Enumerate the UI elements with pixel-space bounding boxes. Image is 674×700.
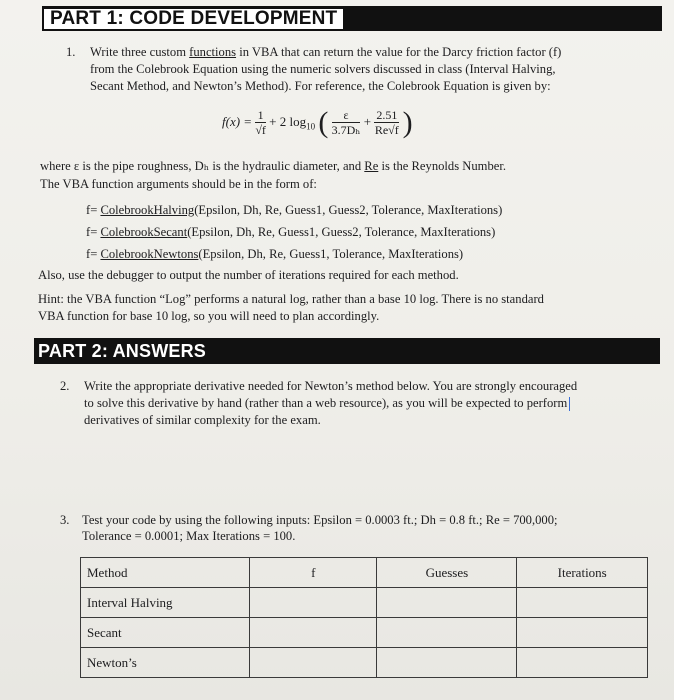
results-table — [80, 557, 648, 678]
table-cell[interactable] — [517, 648, 648, 678]
sig2-function-name: ColebrookSecant — [100, 225, 188, 239]
part1-banner — [42, 6, 662, 31]
q1-functions-link: functions — [189, 45, 237, 59]
row-method-newtons: Newton’s — [81, 648, 250, 678]
part2-banner — [34, 338, 660, 364]
q1-hint-line1: Hint: the VBA function “Log” performs a natural log, rather than a base 10 log. There is no standard — [38, 292, 544, 306]
sig2-arguments: (Epsilon, Dh, Re, Guess1, Guess2, Tolerance, MaxIterations) — [187, 225, 496, 239]
q1-line3: Secant Method, and Newton’s Method). For reference, the Colebrook Equation is given by: — [90, 79, 551, 93]
q3-number: 3. — [60, 513, 70, 527]
sig1-prefix: f= — [86, 203, 101, 217]
table-cell[interactable] — [377, 588, 517, 618]
q1-line1-pre: Write three custom — [90, 45, 190, 59]
sig3-prefix: f= — [86, 247, 101, 261]
formula-paren-open: ( — [318, 106, 329, 139]
sig2-prefix: f= — [86, 225, 101, 239]
sig3-arguments: (Epsilon, Dh, Re, Guess1, Tolerance, MaxIterations) — [198, 247, 464, 261]
colebrook-formula — [222, 108, 462, 152]
header-guesses: Guesses — [377, 558, 517, 588]
formula-eps: ε — [332, 108, 361, 123]
sig3-function-name: ColebrookNewtons — [100, 247, 199, 261]
q1-hint-line2: VBA function for base 10 log, so you will need to plan accordingly. — [38, 309, 380, 323]
table-cell[interactable] — [250, 618, 377, 648]
q1-where-text: where ε is the pipe roughness, Dₕ is the hydraulic diameter, and — [40, 159, 365, 173]
signature-halving — [86, 202, 502, 218]
table-cell[interactable] — [250, 648, 377, 678]
header-f: f — [250, 558, 377, 588]
q1-number: 1. — [66, 45, 76, 59]
q2-line1: Write the appropriate derivative needed for Newton’s method below. You are strongly encouraged — [84, 379, 578, 393]
q1-line1-post: in VBA that can return the value for the Darcy friction factor (f) — [236, 45, 562, 59]
signature-newtons — [86, 246, 463, 262]
table-cell[interactable] — [250, 588, 377, 618]
formula-term1-num: 1 — [255, 108, 266, 123]
q1-line2: from the Colebrook Equation using the numeric solvers discussed in class (Interval Halving, — [90, 62, 556, 76]
table-cell[interactable] — [377, 618, 517, 648]
formula-re-num: 2.51 — [376, 108, 398, 122]
signature-secant — [86, 224, 495, 240]
formula-term1-den: √f — [255, 123, 266, 137]
sig1-function-name: ColebrookHalving — [100, 203, 195, 217]
text-cursor — [569, 397, 570, 411]
q1-where-re: Re — [364, 159, 379, 173]
q1-where — [40, 158, 506, 174]
table-cell[interactable] — [377, 648, 517, 678]
part1-banner-title: PART 1: CODE DEVELOPMENT — [42, 7, 345, 31]
formula-re-term — [374, 108, 399, 138]
header-method: Method — [81, 558, 250, 588]
table-row — [81, 588, 648, 618]
header-iterations: Iterations — [517, 558, 648, 588]
formula-log-base: 10 — [306, 121, 316, 132]
q2-line2-text: to solve this derivative by hand (rather than a web resource), as you will be expected to perform — [84, 396, 568, 410]
q1-args-intro: The VBA function arguments should be in the form of: — [40, 177, 317, 191]
sig1-arguments: (Epsilon, Dh, Re, Guess1, Guess2, Tolerance, MaxIterations) — [194, 203, 503, 217]
q3-line2: Tolerance = 0.0001; Max Iterations = 100. — [82, 529, 296, 543]
row-method-halving: Interval Halving — [81, 588, 250, 618]
formula-re-den: Re√f — [374, 123, 399, 137]
table-row — [81, 648, 648, 678]
formula-plus2: + — [363, 113, 372, 129]
formula-log: + 2 log — [269, 113, 307, 129]
table-cell[interactable] — [517, 618, 648, 648]
q2-number: 2. — [60, 379, 70, 393]
q3-line1: Test your code by using the following inputs: Epsilon = 0.0003 ft.; Dh = 0.8 ft.; Re = 700,000; — [82, 513, 558, 527]
q1-line1 — [90, 44, 561, 60]
formula-eps-den: 3.7Dₕ — [331, 123, 361, 137]
q1-debugger-note: Also, use the debugger to output the number of iterations required for each method. — [38, 268, 459, 282]
table-header-row — [81, 558, 648, 588]
formula-lhs: f(x) = — [222, 113, 253, 129]
q1-where-end: is the Reynolds Number. — [378, 159, 506, 173]
formula-term1 — [255, 108, 266, 138]
part2-banner-title: PART 2: ANSWERS — [38, 341, 207, 361]
q2-line3: derivatives of similar complexity for the exam. — [84, 413, 321, 427]
row-method-secant: Secant — [81, 618, 250, 648]
formula-paren-close: ) — [402, 106, 413, 139]
table-row — [81, 618, 648, 648]
formula-eps-term — [332, 108, 361, 138]
table-cell[interactable] — [517, 588, 648, 618]
q2-line2 — [84, 395, 570, 411]
